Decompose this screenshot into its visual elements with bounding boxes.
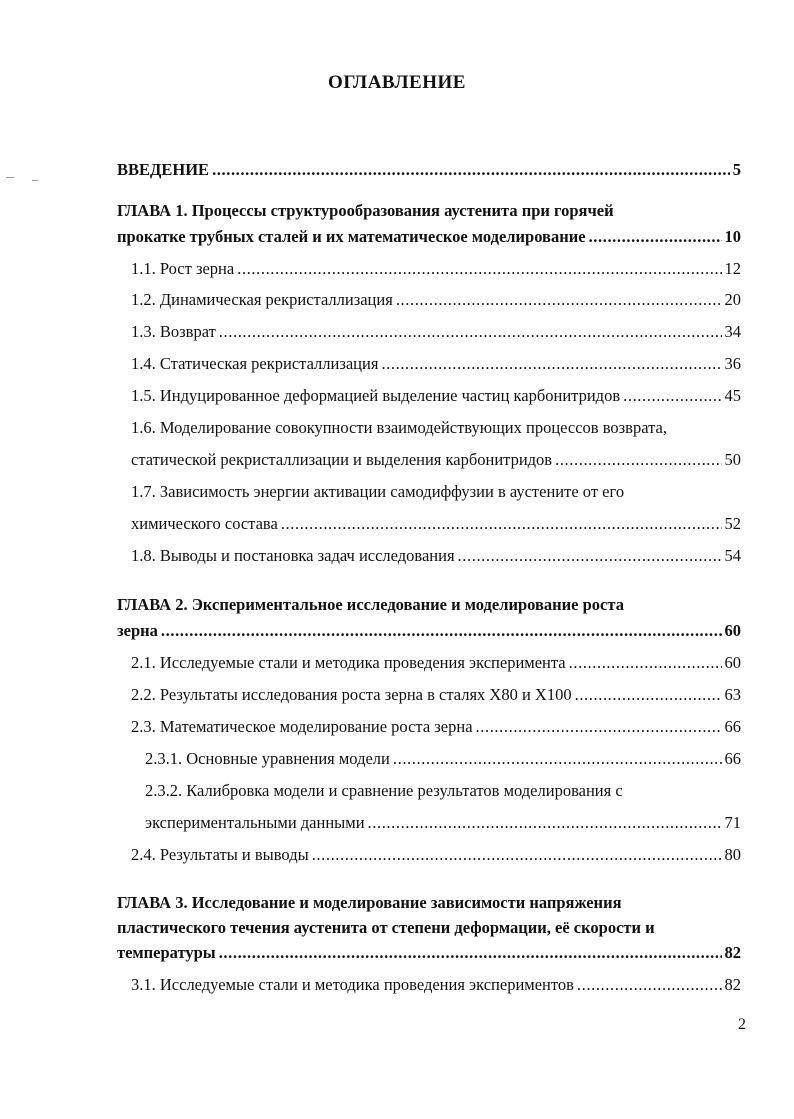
toc-section-1-2[interactable] bbox=[131, 290, 741, 310]
leader-dots bbox=[577, 975, 722, 995]
toc-chapter3-line2[interactable]: пластического течения аустенита от степени деформации, её скорости и bbox=[117, 918, 655, 937]
leader-dots bbox=[161, 621, 722, 641]
toc-section-2-1[interactable] bbox=[131, 653, 741, 673]
page-title: ОГЛАВЛЕНИЕ bbox=[328, 72, 466, 93]
leader-dots bbox=[589, 227, 722, 247]
toc-entry-label: экспериментальными данными bbox=[145, 813, 365, 832]
toc-entry-label: статической рекристаллизации и выделения карбонитридов bbox=[131, 450, 553, 469]
toc-entry-page: 82 bbox=[724, 943, 741, 962]
toc-chapter2[interactable] bbox=[117, 621, 741, 641]
toc-section-1-4[interactable] bbox=[131, 354, 741, 374]
toc-section-2-4[interactable] bbox=[131, 845, 741, 865]
leader-dots bbox=[219, 943, 722, 963]
toc-entry-label: 2.3. Математическое моделирование роста зерна bbox=[131, 717, 473, 736]
toc-section-1-7[interactable] bbox=[131, 514, 741, 534]
toc-entry-page: 80 bbox=[724, 845, 741, 864]
toc-entry-page: 34 bbox=[724, 322, 741, 341]
toc-chapter3[interactable] bbox=[117, 943, 741, 963]
toc-entry-label: температуры bbox=[117, 943, 216, 962]
leader-dots bbox=[458, 546, 722, 566]
toc-entry-page: 66 bbox=[724, 717, 741, 736]
toc-entry-page: 71 bbox=[724, 813, 741, 832]
toc-entry-label: 1.3. Возврат bbox=[131, 322, 216, 341]
leader-dots bbox=[368, 813, 722, 833]
toc-entry-label: прокатке трубных сталей и их математическое моделирование bbox=[117, 227, 586, 246]
toc-entry-intro[interactable] bbox=[117, 160, 741, 180]
toc-entry-page: 5 bbox=[732, 160, 741, 179]
toc-entry-page: 36 bbox=[724, 354, 741, 373]
leader-dots bbox=[396, 290, 722, 310]
toc-section-3-1[interactable] bbox=[131, 975, 741, 995]
toc-section-2-3[interactable] bbox=[131, 717, 741, 737]
toc-section-1-1[interactable] bbox=[131, 259, 741, 279]
toc-entry-page: 20 bbox=[724, 290, 741, 309]
leader-dots bbox=[555, 450, 721, 470]
leader-dots bbox=[219, 322, 722, 342]
toc-entry-page: 52 bbox=[724, 514, 741, 533]
leader-dots bbox=[281, 514, 722, 534]
toc-entry-page: 82 bbox=[724, 975, 741, 994]
toc-section-2-3-1[interactable] bbox=[145, 749, 741, 769]
leader-dots bbox=[212, 160, 730, 180]
leader-dots bbox=[575, 685, 722, 705]
toc-entry-label: 1.1. Рост зерна bbox=[131, 259, 235, 278]
scan-speck bbox=[6, 177, 14, 178]
page-number: 2 bbox=[738, 1016, 746, 1033]
leader-dots bbox=[312, 845, 722, 865]
toc-entry-page: 50 bbox=[724, 450, 741, 469]
toc-entry-page: 66 bbox=[724, 749, 741, 768]
toc-entry-label: 1.4. Статическая рекристаллизация bbox=[131, 354, 379, 373]
toc-chapter1[interactable] bbox=[117, 227, 741, 247]
toc-section-2-3-2-line1[interactable]: 2.3.2. Калибровка модели и сравнение результатов моделирования с bbox=[145, 781, 623, 800]
toc-entry-label: 1.8. Выводы и постановка задач исследования bbox=[131, 546, 455, 565]
toc-chapter3-line1[interactable]: ГЛАВА 3. Исследование и моделирование зависимости напряжения bbox=[117, 893, 622, 912]
toc-entry-page: 63 bbox=[724, 685, 741, 704]
scan-speck bbox=[32, 180, 38, 181]
toc-entry-label: 1.5. Индуцированное деформацией выделение частиц карбонитридов bbox=[131, 386, 621, 405]
toc-entry-page: 12 bbox=[724, 259, 741, 278]
toc-entry-page: 60 bbox=[724, 621, 741, 640]
toc-entry-page: 10 bbox=[724, 227, 741, 246]
leader-dots bbox=[476, 717, 722, 737]
toc-entry-label: 3.1. Исследуемые стали и методика проведения экспериментов bbox=[131, 975, 574, 994]
toc-entry-label: 2.2. Результаты исследования роста зерна в сталях X80 и X100 bbox=[131, 685, 572, 704]
toc-section-2-2[interactable] bbox=[131, 685, 741, 705]
toc-section-1-3[interactable] bbox=[131, 322, 741, 342]
toc-section-1-7-line1[interactable]: 1.7. Зависимость энергии активации самодиффузии в аустените от его bbox=[131, 482, 625, 501]
toc-section-1-6[interactable] bbox=[131, 450, 741, 470]
leader-dots bbox=[381, 354, 721, 374]
toc-entry-page: 54 bbox=[724, 546, 741, 565]
toc-section-2-3-2[interactable] bbox=[145, 813, 741, 833]
toc-entry-label: ВВЕДЕНИЕ bbox=[117, 160, 210, 179]
toc-chapter1-line1[interactable]: ГЛАВА 1. Процессы структурообразования аустенита при горячей bbox=[117, 201, 614, 220]
leader-dots bbox=[237, 259, 721, 279]
toc-entry-label: 2.3.1. Основные уравнения модели bbox=[145, 749, 390, 768]
toc-entry-page: 60 bbox=[724, 653, 741, 672]
leader-dots bbox=[569, 653, 722, 673]
toc-section-1-5[interactable] bbox=[131, 386, 741, 406]
toc-entry-label: 1.2. Динамическая рекристаллизация bbox=[131, 290, 393, 309]
toc-chapter2-line1[interactable]: ГЛАВА 2. Экспериментальное исследование и моделирование роста bbox=[117, 595, 624, 614]
toc-section-1-8[interactable] bbox=[131, 546, 741, 566]
toc-entry-label: 2.4. Результаты и выводы bbox=[131, 845, 309, 864]
leader-dots bbox=[623, 386, 721, 406]
leader-dots bbox=[393, 749, 722, 769]
toc-entry-label: зерна bbox=[117, 621, 158, 640]
toc-entry-label: химического состава bbox=[131, 514, 278, 533]
toc-entry-label: 2.1. Исследуемые стали и методика проведения эксперимента bbox=[131, 653, 566, 672]
toc-entry-page: 45 bbox=[724, 386, 741, 405]
toc-section-1-6-line1[interactable]: 1.6. Моделирование совокупности взаимодействующих процессов возврата, bbox=[131, 418, 667, 437]
